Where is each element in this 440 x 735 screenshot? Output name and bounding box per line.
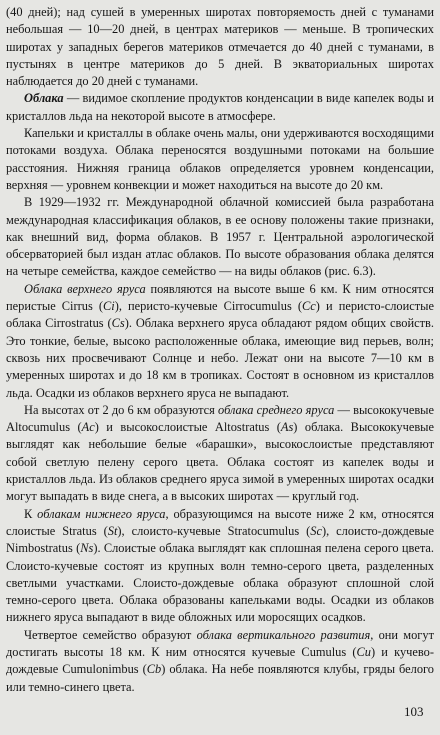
text-run: ), слоисто-дождевые Nimbostratus ( [6, 523, 434, 556]
italic-term: облакам нижнего яруса [37, 506, 166, 521]
text-run: ). Слоистые облака выглядят как сплошная пелена серого цвета. Слоисто-кучевые состоят из крупных волн темно-серого цвета, разделенных светлыми участками. Слоисто-дождевые облака образуют сплошной слой темно-серого цвета. Облака образованы капельками воды. Осадки из облаков нижнего яруса выпадают в виде обложных или моросящих осадков. [6, 541, 434, 625]
text-run: — видимое скопление продуктов конденсации в виде капелек воды и кристаллов льда на некоторой высоте в атмосфере. [6, 91, 434, 123]
text-run: появляются на высоте выше 6 км. К ним относятся перистые Cirrus ( [6, 281, 434, 314]
paragraph-upper-tier-clouds [6, 281, 434, 402]
paragraph-cloud-particles [6, 125, 434, 194]
italic-term: Cu [356, 644, 371, 659]
paragraph-clouds-definition [6, 90, 434, 125]
text-run: ) облака. На небе появляются клубы, гряды белого или темно-синего цвета. [6, 662, 434, 694]
text-run: , они могут достигать высоты 18 км. К ним относятся кучевые Cumulus ( [6, 627, 434, 659]
text-run: В 1929—1932 гг. Международной облачной комиссией была разработана международная классификация облаков, в ее основу положены такие признаки, как внешний вид, форма облаков. В 1957 г. Центральной аэрологической обсерваторией был издан атлас облаков. По высоте образования облака делятся на четыре семейства, каждое семейство — на виды облаков (рис. 6.3). [6, 195, 434, 279]
paragraph-lower-tier-clouds [6, 506, 434, 627]
text-run: , образующимся на высоте ниже 2 км, относятся слоистые Stratus ( [6, 506, 434, 538]
page-number: 103 [404, 704, 424, 719]
paragraph-fog-days [6, 4, 434, 90]
text-run: На высотах от 2 до 6 км образуются [24, 402, 219, 417]
italic-term: Ns [80, 541, 94, 556]
text-run: К [24, 506, 38, 521]
italic-term: Облака верхнего яруса [24, 281, 146, 296]
paragraph-classification-history [6, 194, 434, 280]
italic-term: Cs [111, 316, 125, 331]
text-run: ). Облака верхнего яруса обладают рядом общих свойств. Это тонкие, белые, высоко расположенные облака, имеющие вид перьев, волн; сквозь них просвечивают Солнце и небо. Лежат они на высоте 7—10 км в умеренных широтах и до 18 км в тропиках. Состоят в основном из кристаллов льда. Осадки из облаков верхнего яруса не выпадают. [6, 316, 434, 400]
body-text [6, 4, 434, 696]
italic-term: облака среднего яруса [218, 402, 335, 417]
italic-term: Sc [310, 523, 322, 538]
term-heading: Облака [24, 91, 64, 106]
italic-term: облака вертикального развития [196, 627, 371, 642]
italic-term: Cb [146, 662, 162, 677]
italic-term: Ci [103, 299, 115, 314]
italic-term: St [107, 523, 118, 538]
text-run: ), перисто-кучевые Cirrocumulus ( [114, 299, 302, 314]
text-run: ) облака. Высококучевые выглядят как небольшие белые «барашки», высокослоистые представляют собой светлую пелену серого цвета. Облака состоят из капелек воды и кристаллов льда. Из облаков среднего яруса зимой в умеренных широтах осадки могут выпадать в виде снега, а в высоких широтах — круглый год. [6, 420, 434, 504]
text-run: ), слоисто-кучевые Stratocumulus ( [117, 523, 311, 538]
text-run: — высококучевые Altocumulus ( [6, 402, 435, 435]
text-run: (40 дней); над сушей в умеренных широтах повторяемость дней с туманами небольшая — 10—20 дней, в центрах материков — меньше. В тропических широтах у западных берегов материков отмечается до 40 дней с туманами, в пустынях в центре материков до 5 дней. В экваториальных широтах наблюдается до 20 дней с туманами. [6, 5, 434, 89]
italic-term: Ac [81, 420, 95, 435]
italic-term: As [280, 420, 294, 435]
italic-term: Cc [302, 299, 316, 314]
paragraph-middle-tier-clouds [6, 402, 434, 506]
paragraph-vertical-development-clouds [6, 627, 434, 696]
text-run: ) и перисто-слоистые облака Cirrostratus ( [6, 299, 434, 331]
text-run: Четвертое семейство образуют [24, 627, 197, 642]
text-run: Капельки и кристаллы в облаке очень малы, они удерживаются восходящими потоками воздуха. Облака переносятся воздушными потоками на большие расстояния. Нижняя граница облаков определяется уровнем конденсации, верхняя — уровнем конвекции и может находиться на высоте до 20 км. [6, 126, 434, 192]
text-run: ) и кучево-дождевые Cumulonimbus ( [6, 644, 434, 677]
text-run: ) и высокослоистые Altostratus ( [94, 420, 281, 435]
